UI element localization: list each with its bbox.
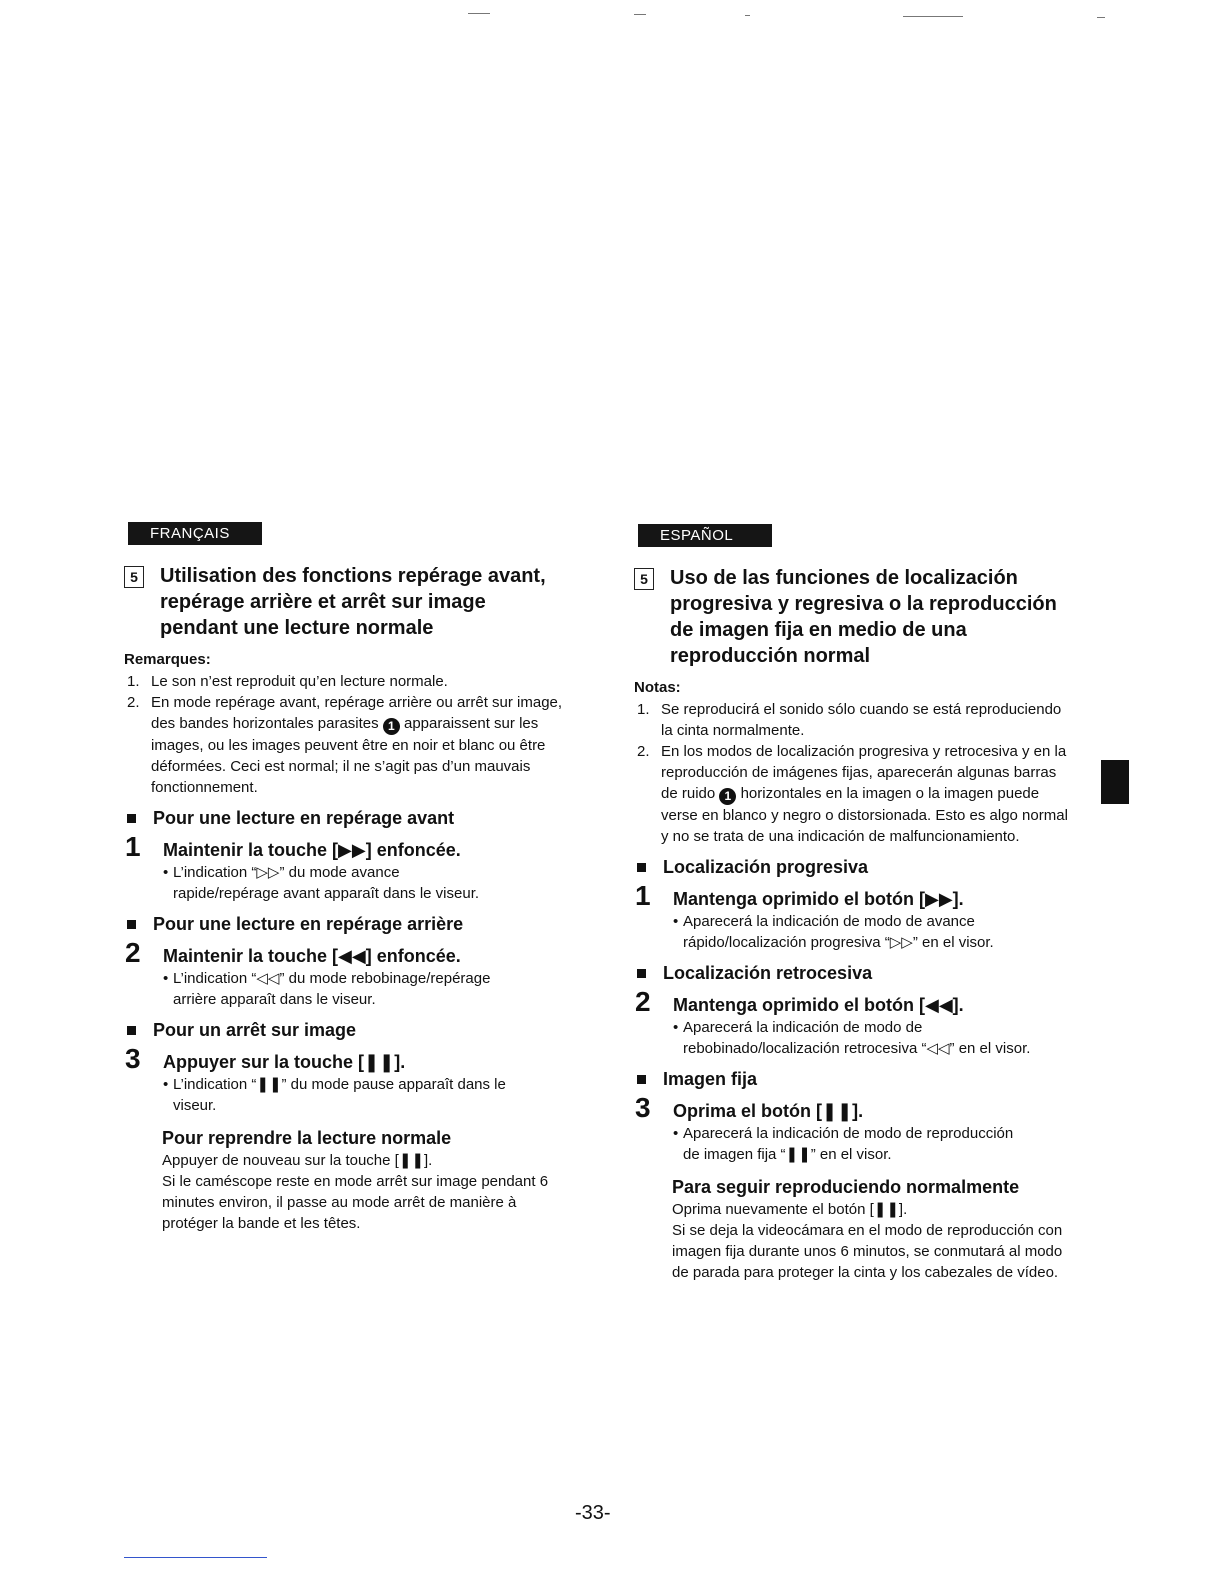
square-bullet-icon [127,1026,136,1035]
resume-text: Oprima nuevamente el botón [❚❚]. [672,1201,908,1218]
bullet-icon: • [673,1125,679,1142]
scan-mark [903,16,963,17]
bottom-rule [124,1557,267,1558]
step-description: arrière apparaît dans le viseur. [173,991,376,1008]
note-text: Le son n’est reproduit qu’en lecture normale. [151,673,448,690]
section-number-box: 5 [124,566,144,588]
step-title: Oprima el botón [❚❚]. [673,1101,864,1121]
language-badge: ESPAÑOL [638,524,772,547]
circle-one-icon: 1 [383,718,400,735]
step [634,1094,1074,1165]
note-item [634,741,1074,847]
notes-title: Remarques: [124,651,211,668]
section-number-box: 5 [634,568,654,590]
section-title: Uso de las funciones de localización progresiva y regresiva o la reproducción de imagen fija en medio de una reproducción normal [670,567,1057,667]
resume-section [124,1126,564,1234]
step-description: • L’indication “◁◁” du mode rebobinage/repérage [163,970,491,987]
step [124,1045,564,1116]
section-heading [634,565,1074,669]
resume-section [634,1175,1074,1283]
step [634,882,1074,953]
square-bullet-icon [637,863,646,872]
step-description: • L’indication “❚❚” du mode pause apparaît dans le [163,1076,506,1093]
step-number: 2 [125,937,141,968]
bullet-icon: • [673,913,679,930]
step-description: rápido/localización progresiva “▷▷” en el visor. [683,934,994,951]
subsection-heading-text: Localización retrocesiva [663,963,873,983]
subsection-heading-text: Localización progresiva [663,857,869,877]
step-description: rapide/repérage avant apparaît dans le viseur. [173,885,480,902]
francais-column [124,522,564,1234]
scan-mark [745,15,750,16]
circle-one-icon: 1 [719,788,736,805]
language-badge: FRANÇAIS [128,522,262,545]
section-tab-marker [1101,760,1129,804]
scan-mark [1097,17,1105,18]
bullet-icon: • [163,864,169,881]
page-number: -33- [575,1502,611,1524]
step-description: • Aparecerá la indicación de modo de reproducción [673,1125,1014,1142]
note-text [661,741,1074,847]
square-bullet-icon [127,920,136,929]
notes-title: Notas: [634,679,681,696]
square-bullet-icon [127,814,136,823]
step-title: Maintenir la touche [◀◀] enfoncée. [163,946,461,966]
step-description: • Aparecerá la indicación de modo de avance [673,913,975,930]
step-description: viseur. [173,1097,217,1114]
section-heading [124,563,564,641]
scan-mark [634,14,646,15]
subsection-heading [124,912,564,936]
bullet-icon: • [163,970,169,987]
step-description: • L’indication “▷▷” du mode avance [163,864,400,881]
resume-text: Si se deja la videocámara en el modo de reproducción con imagen fija durante unos 6 minutos, se conmutará al modo de parada para proteger la cinta y los cabezales de vídeo. [672,1222,1063,1281]
bullet-icon: • [163,1076,169,1093]
square-bullet-icon [637,969,646,978]
resume-title: Para seguir reproduciendo normalmente [672,1177,1020,1197]
step-title: Mantenga oprimido el botón [◀◀]. [673,995,964,1015]
step-number: 3 [635,1092,651,1123]
note-number: 1. [127,673,140,690]
step-number: 2 [635,986,651,1017]
step-number: 1 [125,831,141,862]
note-number: 2. [637,743,650,760]
subsection-heading-text: Pour un arrêt sur image [153,1020,357,1040]
subsection-heading-text: Pour une lecture en repérage arrière [153,914,464,934]
note-text-part: En los modos de localización progresiva y retrocesiva y en la reproducción de imágenes fijas, aparecerán algunas barras de ruido [661,743,1067,802]
step-description: de imagen fija “❚❚” en el visor. [683,1146,892,1163]
note-item [124,671,564,692]
note-text-part: horizontales en la imagen o la imagen puede verse en blanco y negro o distorsionada. Esto es algo normal y no se trata de una indicación de malfuncionamiento. [661,785,1068,845]
subsection-heading [124,806,564,830]
step-title: Mantenga oprimido el botón [▶▶]. [673,889,964,909]
step-description: rebobinado/localización retrocesiva “◁◁” en el visor. [683,1040,1031,1057]
bullet-icon: • [673,1019,679,1036]
step [634,988,1074,1059]
note-text [151,692,564,798]
scan-mark [468,13,490,14]
note-item [124,692,564,798]
note-text: Se reproducirá el sonido sólo cuando se está reproduciendo la cinta normalmente. [661,701,1062,739]
step [124,939,564,1010]
step-description: • Aparecerá la indicación de modo de [673,1019,923,1036]
square-bullet-icon [637,1075,646,1084]
subsection-heading-text: Imagen fija [663,1069,758,1089]
subsection-heading-text: Pour une lecture en repérage avant [153,808,455,828]
note-text-part: En mode repérage avant, repérage arrière ou arrêt sur image, des bandes horizontales parasites [151,694,563,732]
step-number: 3 [125,1043,141,1074]
resume-text: Si le caméscope reste en mode arrêt sur image pendant 6 minutes environ, il passe au mode arrêt de manière à protéger la bande et les têtes. [162,1173,549,1232]
step-title: Maintenir la touche [▶▶] enfoncée. [163,840,461,860]
note-text-part: apparaissent sur les images, ou les images peuvent être en noir et blanc ou être déformées. Ceci est normal; il ne s’agit pas d’un mauvais fonctionnement. [151,715,546,796]
step [124,833,564,904]
resume-text: Appuyer de nouveau sur la touche [❚❚]. [162,1152,433,1169]
subsection-heading [124,1018,564,1042]
step-number: 1 [635,880,651,911]
espanol-column [634,524,1074,1283]
section-title: Utilisation des fonctions repérage avant, repérage arrière et arrêt sur image pendant une lecture normale [160,565,546,639]
note-item [634,699,1074,741]
resume-title: Pour reprendre la lecture normale [162,1128,452,1148]
note-number: 2. [127,694,140,711]
subsection-heading [634,961,1074,985]
subsection-heading [634,1067,1074,1091]
subsection-heading [634,855,1074,879]
note-number: 1. [637,701,650,718]
step-title: Appuyer sur la touche [❚❚]. [163,1052,406,1072]
